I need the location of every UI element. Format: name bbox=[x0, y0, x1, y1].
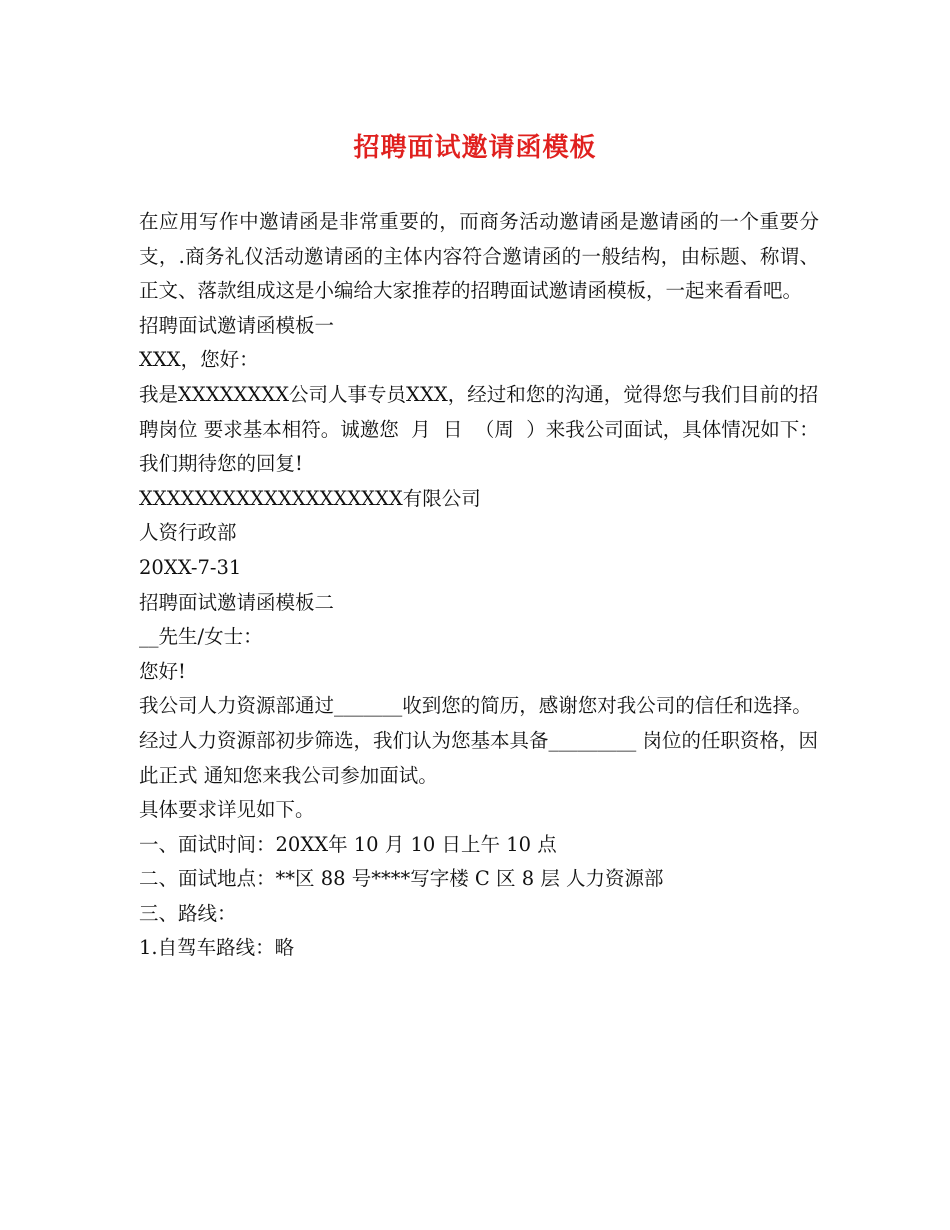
department-one: 人资行政部 bbox=[139, 521, 237, 545]
section-heading-template-two: 招聘面试邀请函模板二 bbox=[139, 590, 335, 614]
intro-paragraph: 在应用写作中邀请函是非常重要的，而商务活动邀请函是邀请函的一个重要分支，.商务礼仪活动邀请函的主体内容符合邀请函的一般结构，由标题、称谓、正文、落款组成这是小编给大家推荐的招聘面试邀请函模板，一起来看看吧。 bbox=[139, 210, 819, 303]
closing-line-one: 我们期待您的回复! bbox=[139, 452, 303, 476]
salutation-two: __先生/女士： bbox=[139, 625, 263, 649]
interview-time: 一、面试时间：20XX年 10 月 10 日上午 10 点 bbox=[139, 832, 557, 856]
document-title: 招聘面试邀请函模板 bbox=[353, 133, 597, 163]
interview-location: 二、面试地点：**区 88 号****写字楼 C 区 8 层 人力资源部 bbox=[139, 867, 664, 891]
salutation-one: XXX，您好： bbox=[139, 348, 259, 372]
driving-route: 1.自驾车路线：略 bbox=[139, 936, 295, 960]
date-one: 20XX-7-31 bbox=[139, 555, 242, 579]
greeting-two: 您好! bbox=[139, 659, 186, 683]
document-body bbox=[139, 205, 819, 966]
screening-paragraph: 经过人力资源部初步筛选，我们认为您基本具备_________ 岗位的任职资格，因此正式 通知您来我公司参加面试。 bbox=[139, 728, 818, 787]
company-name-one: XXXXXXXXXXXXXXXXXXX有限公司 bbox=[139, 486, 481, 510]
section-heading-template-one: 招聘面试邀请函模板一 bbox=[139, 313, 335, 337]
resume-received-paragraph: 我公司人力资源部通过_______收到您的简历，感谢您对我公司的信任和选择。 bbox=[139, 694, 812, 718]
requirements-intro: 具体要求详见如下。 bbox=[139, 798, 315, 822]
route-heading: 三、路线： bbox=[139, 901, 237, 925]
invitation-paragraph-one: 我是XXXXXXXX公司人事专员XXX，经过和您的沟通，觉得您与我们目前的招聘岗位 要求基本相符。诚邀您 月 日 （周 ）来我公司面试，具体情况如下： bbox=[139, 382, 819, 441]
